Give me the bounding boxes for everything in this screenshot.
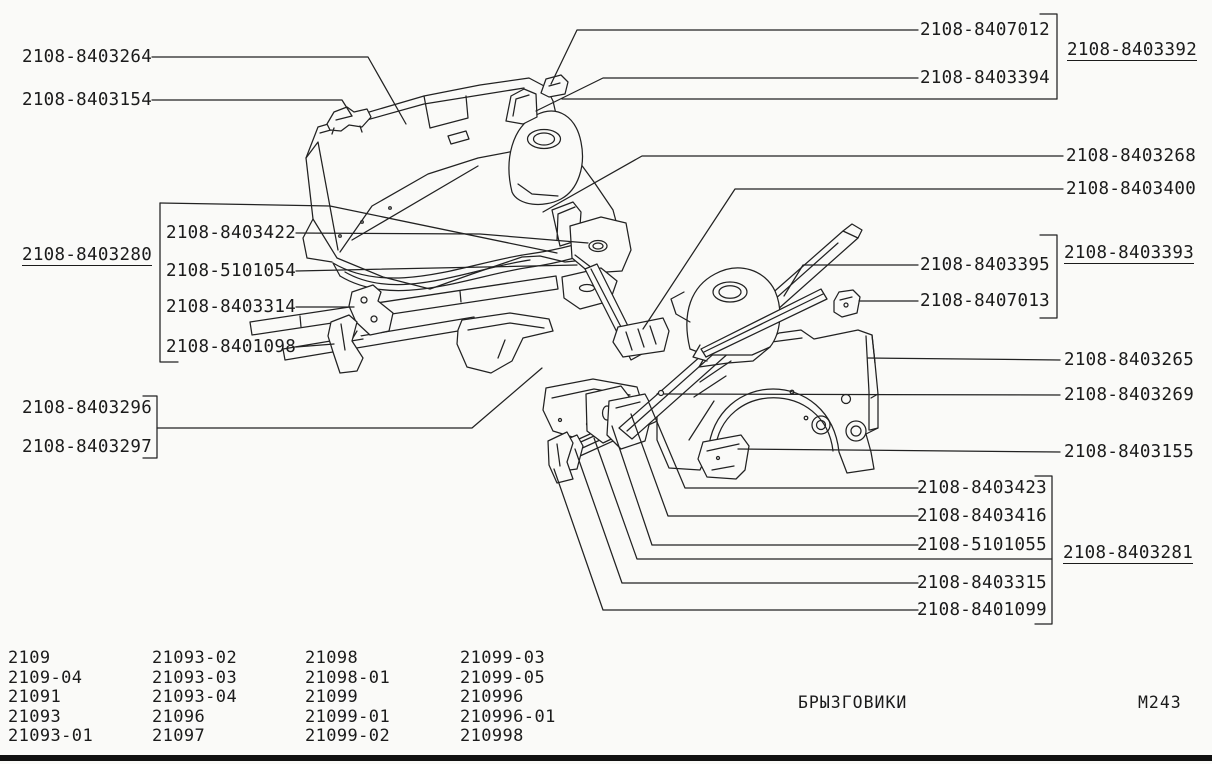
part-number-8403400: 2108-8403400	[1066, 179, 1197, 199]
model-number: 21098-01	[305, 667, 391, 688]
model-number: 21099	[305, 687, 359, 707]
wheel-arch-panel	[657, 330, 878, 473]
part-number-8403416: 2108-8403416	[916, 506, 1047, 526]
model-number: 21093	[8, 706, 62, 727]
part-number-8403395: 2108-8403395	[919, 255, 1050, 275]
model-number: 210996-01	[460, 706, 556, 727]
part-number-8403314: 2108-8403314	[166, 297, 297, 317]
part-number-8403296: 2108-8403296	[22, 398, 153, 418]
model-number: 2109	[8, 648, 51, 668]
part-number-8403281: 2108-8403281	[1063, 543, 1194, 563]
part-number-8403264: 2108-8403264	[22, 47, 153, 67]
part-number-8403315: 2108-8403315	[916, 573, 1047, 593]
part-number-8407013: 2108-8407013	[919, 291, 1050, 311]
page-edge-bar	[0, 755, 1212, 761]
model-number: 21099-02	[305, 726, 391, 746]
model-number: 21099-05	[460, 667, 546, 688]
part-number-8403265: 2108-8403265	[1064, 350, 1195, 370]
part-number-8401099: 2108-8401099	[916, 600, 1047, 620]
part-number-8403394: 2108-8403394	[919, 68, 1050, 88]
model-list-column-1	[8, 649, 93, 747]
model-list-column-2	[152, 649, 237, 747]
model-number: 21097	[152, 726, 206, 746]
model-number: 210996	[460, 687, 524, 707]
part-number-8403392: 2108-8403392	[1067, 40, 1198, 60]
part-number-5101055: 2108-5101055	[916, 535, 1047, 555]
part-number-8403297: 2108-8403297	[22, 437, 153, 457]
model-number: 21099-03	[460, 648, 546, 668]
model-number: 21098	[305, 648, 359, 668]
part-number-8403154: 2108-8403154	[22, 90, 153, 110]
part-number-8403155: 2108-8403155	[1064, 442, 1195, 462]
part-number-8403422: 2108-8403422	[166, 223, 297, 243]
section-title: БРЫЗГОВИКИ	[798, 693, 908, 712]
left-fender-apron-drawing	[250, 75, 641, 439]
group-brackets	[143, 14, 1057, 624]
model-number: 2109-04	[8, 667, 83, 688]
model-number: 21093-01	[8, 726, 94, 746]
part-number-8403269: 2108-8403269	[1064, 385, 1195, 405]
part-number-8403423: 2108-8403423	[916, 478, 1047, 498]
model-number: 21093-03	[152, 667, 238, 688]
part-number-8403268: 2108-8403268	[1066, 146, 1197, 166]
model-number: 21091	[8, 687, 62, 707]
model-list-column-3	[305, 649, 390, 747]
model-number: 21093-04	[152, 687, 238, 707]
part-number-8403280: 2108-8403280	[22, 245, 153, 265]
model-number: 21093-02	[152, 648, 238, 668]
model-number: 21096	[152, 706, 206, 727]
part-number-5101054: 2108-5101054	[166, 261, 297, 281]
model-number: 210998	[460, 726, 524, 746]
model-list-column-4	[460, 649, 556, 747]
model-number: 21099-01	[305, 706, 391, 727]
page-code: М243	[1138, 693, 1182, 712]
part-number-8403393: 2108-8403393	[1064, 243, 1195, 263]
part-number-8407012: 2108-8407012	[919, 20, 1050, 40]
part-number-8401098: 2108-8401098	[166, 337, 297, 357]
mount-bracket	[570, 217, 631, 273]
